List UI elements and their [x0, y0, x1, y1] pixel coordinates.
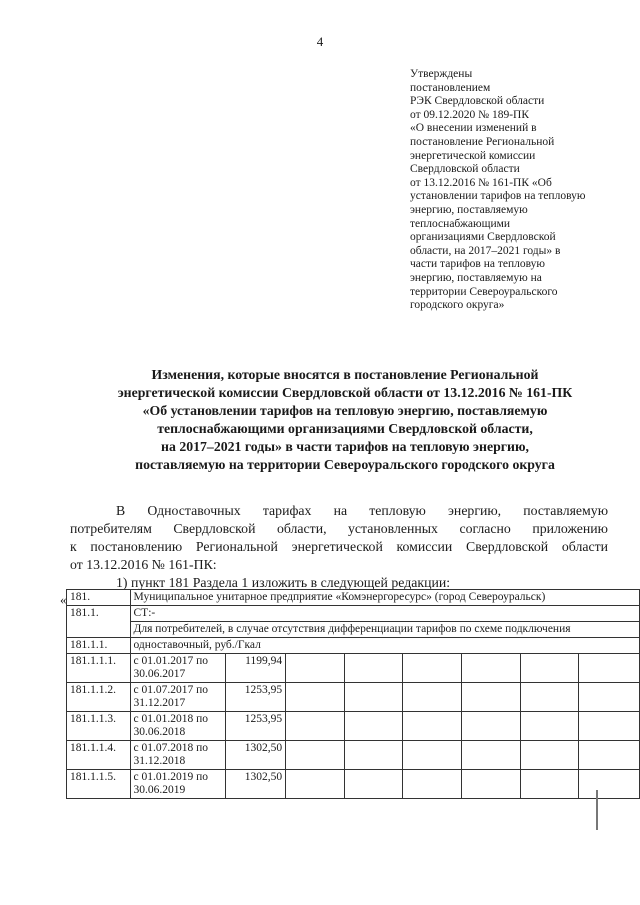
row-text: Для потребителей, в случае отсутствия дифференциации тарифов по схеме подключения [130, 622, 639, 638]
body-line: В Одноставочных тарифах на тепловую энергию, поставляемую [116, 503, 608, 518]
empty-cell [403, 654, 462, 683]
body-paragraph [70, 502, 608, 592]
empty-cell [344, 712, 403, 741]
rate-code: 181.1.1.2. [67, 683, 131, 712]
empty-cell [520, 741, 579, 770]
empty-cell [403, 741, 462, 770]
approval-line: территории Североуральского [410, 285, 558, 298]
tariff-table [66, 589, 640, 799]
empty-cell [403, 683, 462, 712]
rate-period: с 01.01.2018 по 30.06.2018 [130, 712, 225, 741]
approval-line: энергию, поставляемую на [410, 271, 542, 284]
empty-cell [462, 712, 521, 741]
approval-line: энергию, поставляемую [410, 203, 528, 216]
row-code: 181.1. [67, 606, 131, 638]
approval-line: от 13.12.2016 № 161-ПК «Об [410, 176, 552, 189]
empty-cell [403, 712, 462, 741]
empty-cell [462, 654, 521, 683]
empty-cell [579, 741, 640, 770]
title-line: теплоснабжающими организациями Свердловской области, [157, 421, 533, 436]
rate-period: с 01.01.2017 по 30.06.2017 [130, 654, 225, 683]
document-title [70, 366, 620, 474]
empty-cell [520, 770, 579, 799]
empty-cell [520, 683, 579, 712]
rate-value: 1302,50 [225, 770, 285, 799]
table-row [67, 741, 640, 770]
empty-cell [579, 683, 640, 712]
title-line: энергетической комиссии Свердловской области от 13.12.2016 № 161-ПК [117, 385, 573, 400]
rate-code: 181.1.1.4. [67, 741, 131, 770]
empty-cell [344, 770, 403, 799]
approval-line: Свердловской области [410, 163, 520, 176]
row-text: Муниципальное унитарное предприятие «Комэнергоресурс» (город Североуральск) [130, 590, 639, 606]
approval-line: установлении тарифов на тепловую [410, 190, 586, 203]
empty-cell [462, 741, 521, 770]
empty-cell [286, 741, 345, 770]
approval-line: от 09.12.2020 № 189-ПК [410, 108, 530, 121]
approval-line: энергетической комиссии [410, 149, 536, 162]
row-code: 181. [67, 590, 131, 606]
scan-mark [596, 790, 598, 830]
empty-cell [579, 770, 640, 799]
empty-cell [286, 712, 345, 741]
table-row [67, 770, 640, 799]
row-code: 181.1.1. [67, 638, 131, 654]
table-row [67, 590, 640, 606]
empty-cell [520, 712, 579, 741]
empty-cell [462, 683, 521, 712]
approval-block [410, 68, 620, 313]
table-row [67, 638, 640, 654]
title-line: «Об установлении тарифов на тепловую энергию, поставляемую [142, 403, 548, 418]
rate-value: 1302,50 [225, 741, 285, 770]
title-line: поставляемую на территории Североуральского городского округа [135, 457, 555, 472]
approval-line: постановлением [410, 81, 491, 94]
row-text: СТ:- [130, 606, 639, 622]
approval-line: части тарифов на тепловую [410, 258, 546, 271]
approval-line: организациями Свердловской [410, 231, 556, 244]
empty-cell [344, 683, 403, 712]
empty-cell [579, 654, 640, 683]
approval-line: РЭК Свердловской области [410, 95, 545, 108]
empty-cell [579, 712, 640, 741]
body-line: от 13.12.2016 № 161-ПК: [70, 557, 217, 572]
empty-cell [344, 654, 403, 683]
approval-line: области, на 2017–2021 годы» в [410, 244, 561, 257]
opening-quote: « [60, 592, 67, 607]
rate-code: 181.1.1.3. [67, 712, 131, 741]
approval-line: постановление Региональной [410, 135, 555, 148]
rate-value: 1253,95 [225, 712, 285, 741]
rate-period: с 01.07.2018 по 31.12.2018 [130, 741, 225, 770]
rate-period: с 01.01.2019 по 30.06.2019 [130, 770, 225, 799]
empty-cell [520, 654, 579, 683]
empty-cell [462, 770, 521, 799]
row-text: одноставочный, руб./Гкал [130, 638, 639, 654]
table-row [67, 606, 640, 622]
rate-code: 181.1.1.5. [67, 770, 131, 799]
body-line: 1) пункт 181 Раздела 1 изложить в следующей редакции: [116, 575, 451, 590]
approval-line: Утверждены [410, 68, 473, 80]
rate-period: с 01.07.2017 по 31.12.2017 [130, 683, 225, 712]
body-line: потребителям Свердловской области, установленных согласно приложению [70, 521, 608, 536]
approval-line: городского округа» [410, 299, 505, 312]
title-line: на 2017–2021 годы» в части тарифов на тепловую энергию, [161, 439, 529, 454]
table-row [67, 654, 640, 683]
empty-cell [286, 654, 345, 683]
empty-cell [344, 741, 403, 770]
empty-cell [286, 683, 345, 712]
rate-value: 1253,95 [225, 683, 285, 712]
rate-value: 1199,94 [225, 654, 285, 683]
table-row [67, 622, 640, 638]
empty-cell [286, 770, 345, 799]
body-line: к постановлению Региональной энергетической комиссии Свердловской области [70, 539, 608, 554]
rate-code: 181.1.1.1. [67, 654, 131, 683]
title-line: Изменения, которые вносятся в постановление Региональной [151, 367, 539, 382]
approval-line: «О внесении изменений в [410, 122, 537, 135]
empty-cell [403, 770, 462, 799]
table-row [67, 683, 640, 712]
approval-line: теплоснабжающими [410, 217, 511, 230]
table-row [67, 712, 640, 741]
page-number: 4 [316, 34, 324, 49]
